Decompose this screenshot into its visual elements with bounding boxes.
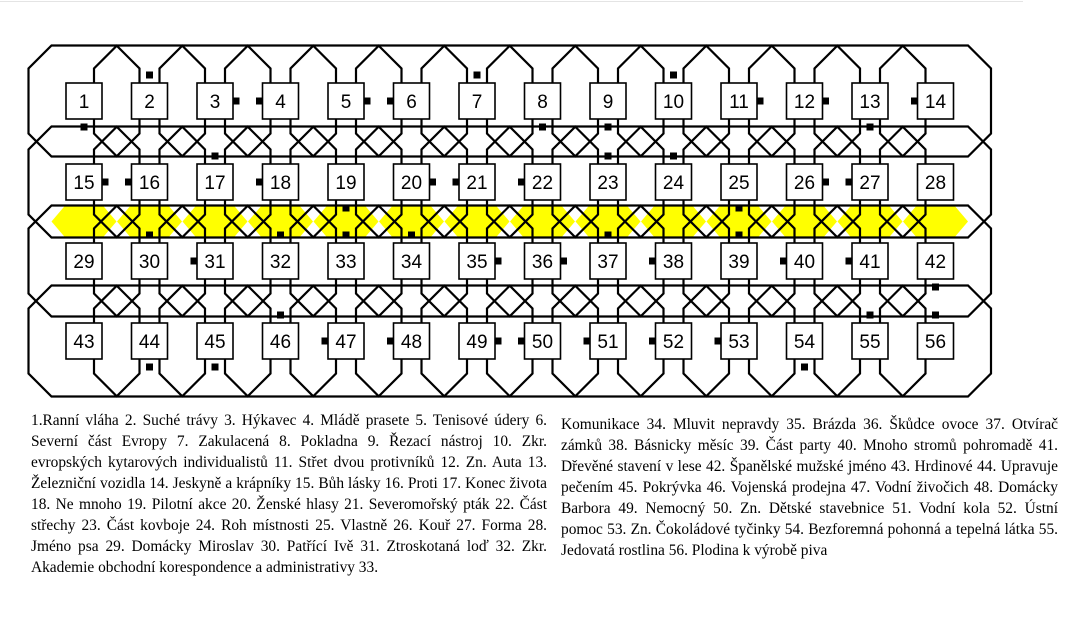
marker-square (212, 364, 219, 371)
cell-number: 14 (924, 92, 947, 113)
cell-number: 29 (73, 252, 95, 273)
marker-square (649, 338, 656, 345)
marker-square (474, 72, 481, 79)
cell-number: 54 (793, 332, 816, 353)
marker-square (277, 232, 284, 239)
cell-number: 23 (597, 173, 619, 194)
cell-number: 49 (466, 332, 488, 353)
marker-square (453, 179, 460, 186)
marker-square (670, 153, 677, 160)
marker-square (146, 72, 153, 79)
marker-square (256, 98, 263, 105)
highlight-hexagon (903, 205, 968, 239)
cell-number: 20 (400, 173, 423, 194)
cell-number: 44 (138, 332, 161, 353)
marker-square (846, 179, 853, 186)
marker-square (343, 232, 350, 239)
marker-square (780, 258, 787, 265)
cell-number: 55 (859, 332, 881, 353)
marker-square (822, 179, 829, 186)
cell-number: 42 (924, 252, 947, 273)
cell-number: 1 (78, 92, 90, 113)
marker-square (649, 258, 656, 265)
cell-number: 31 (204, 252, 226, 273)
highlight-hexagon (445, 205, 510, 239)
marker-square (584, 338, 591, 345)
marker-square (233, 98, 240, 105)
marker-square (429, 179, 436, 186)
marker-square (343, 205, 350, 212)
marker-square (495, 258, 502, 265)
cell-number: 15 (73, 173, 95, 194)
marker-square (518, 179, 525, 186)
cell-number: 8 (537, 92, 548, 113)
marker-square (256, 179, 263, 186)
marker-square (191, 258, 198, 265)
cell-number: 10 (662, 92, 685, 113)
cell-number: 16 (138, 173, 161, 194)
marker-square (736, 232, 743, 239)
marker-square (715, 338, 722, 345)
cell-number: 35 (466, 252, 488, 273)
cell-number: 30 (138, 252, 161, 273)
cell-number: 47 (335, 332, 357, 353)
marker-square (322, 338, 329, 345)
cell-number: 40 (793, 252, 816, 273)
highlight-hexagon (772, 205, 837, 239)
cell-number: 21 (466, 173, 488, 194)
marker-square (670, 72, 677, 79)
marker-square (146, 364, 153, 371)
marker-square (518, 338, 525, 345)
cell-number: 22 (531, 173, 554, 194)
cell-number: 39 (728, 252, 750, 273)
cell-number: 24 (662, 173, 685, 194)
cell-number: 25 (728, 173, 750, 194)
marker-square (801, 364, 808, 371)
cell-number: 41 (859, 252, 881, 273)
cell-number: 45 (204, 332, 226, 353)
highlight-hexagon (641, 205, 706, 239)
marker-square (495, 338, 502, 345)
highlight-hexagon (838, 205, 903, 239)
cell-number: 34 (400, 252, 423, 273)
cell-number: 4 (275, 92, 286, 113)
cell-number: 48 (400, 332, 423, 353)
cell-number: 3 (209, 92, 221, 113)
highlight-hexagon (510, 205, 575, 239)
cell-number: 11 (729, 92, 749, 113)
marker-square (125, 179, 132, 186)
cell-number: 9 (602, 92, 614, 113)
cell-number: 17 (204, 173, 226, 194)
cell-number: 33 (335, 252, 357, 273)
marker-square (605, 232, 612, 239)
highlight-row (52, 205, 969, 239)
clues-left-column: 1.Ranní vláha 2. Suché trávy 3. Hýkavec 4. Mládě prasete 5. Tenisové údery 6. Severní část Evropy 7. Zakulacená 8. Pokladna 9. Řezací nástroj 10. Zkr. evropských kytarových individualistů 11. Střet dvou protivníků 12. Zn. Auta 13. Železniční vozidla 14. Jeskyně a krápníky 15. Bůh lásky 16. Proti 17. Konec života 18. Ne mnoho 19. Pilotní akce 20. Ženské hlasy 21. Severomořský pták 22. Část střechy 23. Část kovboje 24. Roh místnosti 25. Vlastně 26. Kouř 27. Forma 28. Jméno psa 29. Domácky Miroslav 30. Patřící Ivě 31. Ztroskotaná loď 32. Zkr. Akademie obchodní korespondence a administrativy 33. (31, 412, 547, 576)
cell-number: 12 (793, 92, 816, 113)
marker-square (757, 98, 764, 105)
marker-square (605, 153, 612, 160)
marker-square (146, 232, 153, 239)
marker-square (387, 98, 394, 105)
cell-number: 26 (793, 173, 816, 194)
marker-square (867, 312, 874, 319)
cell-number: 37 (597, 252, 619, 273)
clues-right-column: Komunikace 34. Mluvit nepravdy 35. Brázda 36. Škůdce ovoce 37. Otvírač zámků 38. Básnicky měsíc 39. Část party 40. Mnoho stromů pohromadě 41. Dřevěné stavení v lese 42. Španělské mužské jméno 43. Hrdinové 44. Upravuje pečením 45. Pokrývka 46. Vojenská prodejna 47. Vodní živočich 48. Domácky Barbora 49. Nemocný 50. Zn. Dětské stavebnice 51. Vodní kola 52. Ústní pomoc 53. Zn. Čokoládové tyčinky 54. Bezforemná pohonná a tepelná látka 55. Jedovatá rostlina 56. Plodina k výrobě piva (561, 416, 1058, 559)
highlight-hexagon (183, 205, 248, 239)
marker-square (867, 124, 874, 131)
marker-square (560, 258, 567, 265)
cell-number: 43 (73, 332, 95, 353)
cell-number: 56 (924, 332, 947, 353)
cell-number: 38 (662, 252, 685, 273)
marker-square (846, 258, 853, 265)
cell-number: 46 (269, 332, 292, 353)
cell-number: 28 (924, 173, 947, 194)
marker-square (736, 205, 743, 212)
cell-number: 27 (859, 173, 881, 194)
marker-square (539, 124, 546, 131)
marker-square (911, 98, 918, 105)
marker-square (932, 284, 939, 291)
cell-number: 13 (859, 92, 881, 113)
cell-number: 7 (471, 92, 483, 113)
marker-square (212, 153, 219, 160)
cell-number: 51 (597, 332, 619, 353)
cell-number: 5 (340, 92, 352, 113)
cell-number: 36 (531, 252, 554, 273)
marker-square (932, 312, 939, 319)
marker-square (822, 98, 829, 105)
marker-square (102, 179, 109, 186)
cell-number: 19 (335, 173, 357, 194)
marker-square (408, 232, 415, 239)
marker-square (277, 312, 284, 319)
marker-square (81, 124, 88, 131)
cell-number: 2 (144, 92, 155, 113)
cell-number: 6 (406, 92, 417, 113)
marker-square (387, 338, 394, 345)
marker-square (364, 98, 371, 105)
cell-number: 52 (662, 332, 685, 353)
cell-number: 32 (269, 252, 292, 273)
marker-square (605, 124, 612, 131)
cell-number: 50 (531, 332, 554, 353)
highlight-hexagon (52, 205, 117, 239)
cell-number: 53 (728, 332, 750, 353)
cell-number: 18 (269, 173, 292, 194)
